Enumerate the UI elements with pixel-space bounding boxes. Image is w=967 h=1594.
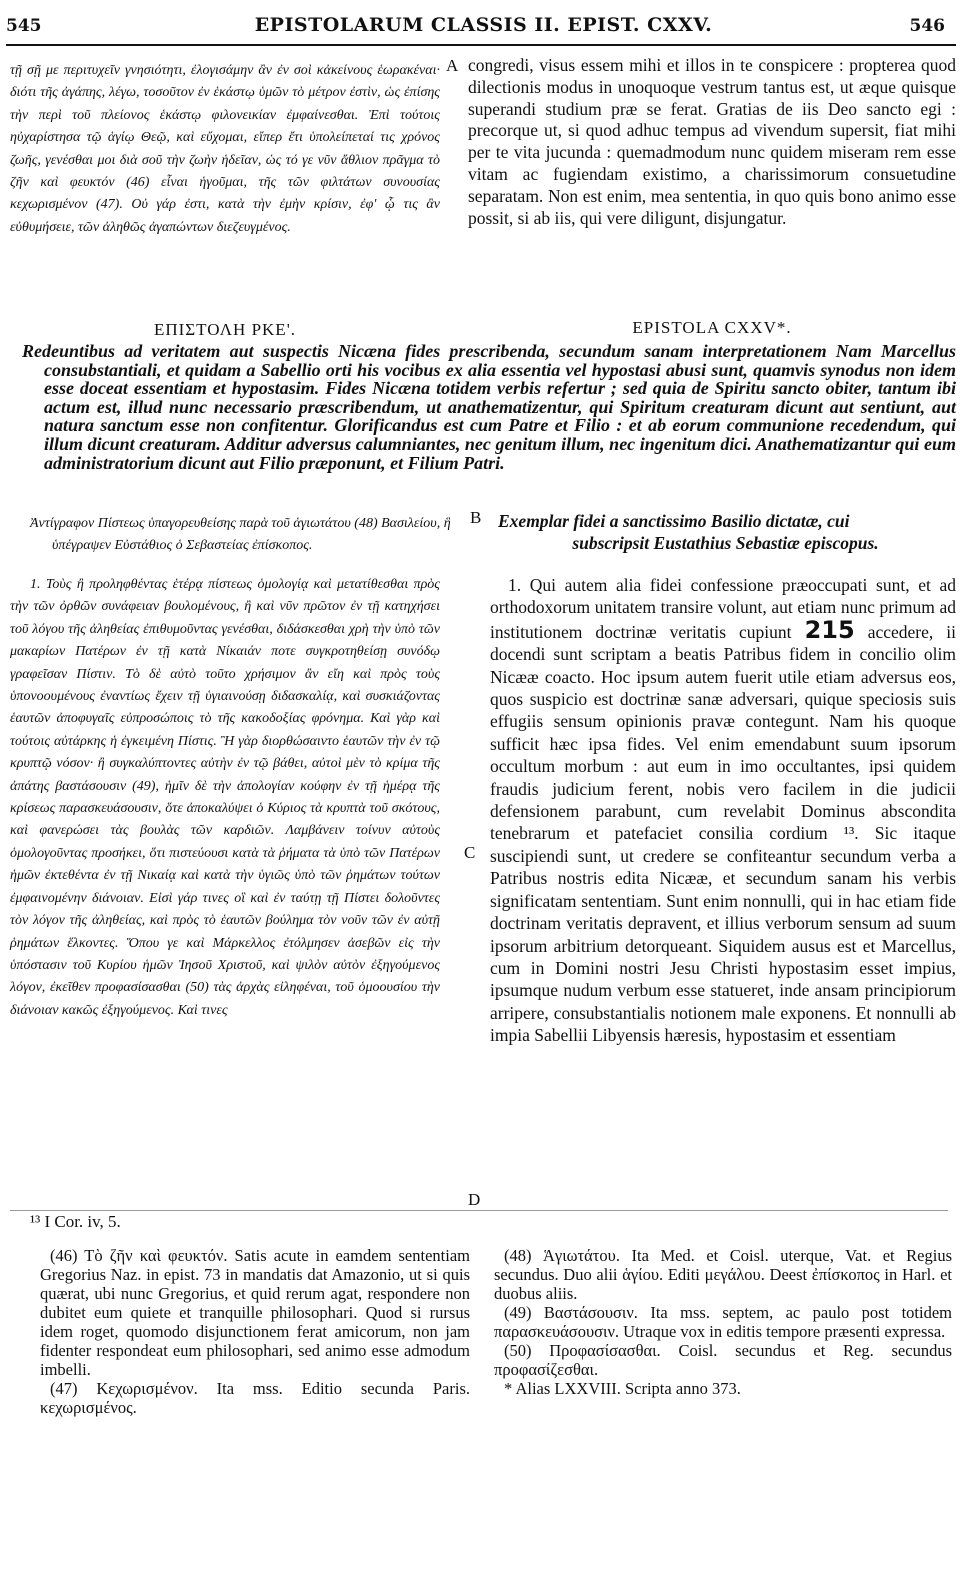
running-header: [0, 14, 967, 42]
margin-letter-b: B: [470, 508, 482, 527]
page-number-left: 545: [6, 16, 42, 36]
note-lemma: (47) Κεχωρισμένον.: [50, 1379, 198, 1398]
header-rule: [6, 44, 956, 46]
latin-body: [490, 574, 956, 1047]
latin-continuation: congredi, visus essem mihi et illos in te conspicere : propterea quod dilectionis modus in unoquoque vestrum tantus est, ut æque quisque superandi studium præ se ferat. Gratias de iis Deo sancto egi : precorque ut, si quod adhuc tempus ad vivendum supersit, fiat mihi per te vita jucunda : quemadmodum nunc quidem miseram rem esse vitam ac fugiendam existimo, a charissimorum consuetudine separatam. Non est enim, mea sententia, in quo quis bono animo esse possit, si ab iis, qui vere diligunt, disjungatur.: [468, 55, 956, 228]
margin-letter-c: C: [464, 843, 476, 862]
note-lemma: (48) Ἁγιωτάτου.: [504, 1246, 620, 1265]
scripture-footnote: ¹³ I Cor. iv, 5.: [30, 1212, 121, 1231]
notes-right: [494, 1246, 952, 1398]
note-50: [494, 1341, 952, 1379]
latin-subtitle-line-1: Exemplar fidei a sanctissimo Basilio dictatæ, cui: [498, 511, 850, 531]
running-title: EPISTOLARUM CLASSIS II. EPIST. CXXV.: [254, 14, 713, 36]
greek-continuation: τῇ σῇ με περιτυχεῖν γνησιότητι, ἐλογισάμην ἂν ἐν σοὶ κἀκείνους ἑωρακέναι· διότι τῆς ἀγάπης, λέγω, τοσοῦτον ἐν ἑκάστῳ ὑμῶν τὸ μέτρον ἐστὶν, ὡς ἐπίσης τὴν περὶ τοῦ πλείονος ἑκάστῳ φιλονεικίαν ἐμφαίνεσθαι. Ἐπὶ τούτοις ηὐχαρίστησα τῷ ἁγίῳ Θεῷ, καὶ εὔχομαι, εἴπερ ἔτι ὑπολείπεταί τις χρόνος ζωῆς, γενέσθαι μοι διὰ σοῦ τὴν ζωὴν ἡδεῖαν, ὡς τό γε νῦν ἄθλιον πρᾶγμα τὸ ζῆν καὶ φευκτόν (46) εἶναι ἡγοῦμαι, τῆς τῶν φιλτάτων συνουσίας κεχωρισμένον (47). Οὐ γάρ ἐστι, κατὰ τὴν ἐμὴν κρίσιν, ἐφ' ᾧ τις ἂν εὐθυμήσειε, τῶν ἀληθῶς ἀγαπώντων διεζευγμένος.: [10, 63, 440, 235]
note-text: Ita mss. Editio secunda Paris. κεχωρισμένος.: [40, 1379, 471, 1417]
note-text: * Alias LXXVIII. Scripta anno 373.: [504, 1379, 741, 1398]
note-47: [40, 1379, 470, 1417]
note-lemma: (46) Τὸ ζῆν καὶ φευκτόν.: [50, 1246, 228, 1265]
note-text: Satis acute in eamdem sententiam Gregorius Naz. in epist. 73 in mandatis dat Amazonio, ut si quis quærat, ubi nunc Gregorius, et quid rerum agat, respondere non dubitet eum quiete et tranquille philosophari. Quod si rursus idem roget, quomodo disjunctionem ferat amicorum, non jam fidenter respondeat eum philosophari, sed animo esse admodum imbelli.: [40, 1246, 470, 1379]
greek-body: 1. Τοὺς ἢ προληφθέντας ἑτέρᾳ πίστεως ὁμολογίᾳ καὶ μετατίθεσθαι πρὸς τὴν τῶν ὀρθῶν συνάφειαν βουλομένους, ἢ καὶ νῦν πρῶτον ἐν τῇ κατηχήσει τοῦ λόγου τῆς ἀληθείας ἐπιθυμοῦντας γενέσθαι, διδάσκεσθαι χρὴ τὴν ὑπὸ τῶν μακαρίων Πατέρων ἐν τῇ κατὰ Νίκαιάν ποτε συγκροτηθείσῃ συνόδῳ γραφεῖσαν Πίστιν. Τὸ δὲ αὐτὸ τοῦτο χρήσιμον ἂν εἴη καὶ πρὸς τοὺς ὑπονοουμένους ἐναντίως ἔχειν τῇ ὑγιαινούσῃ διδασκαλίᾳ, καὶ συσκιάζοντας ἑαυτῶν ἀποφυγαῖς εὐπροσώποις τὸ τῆς κακοδοξίας φρόνημα. Καὶ γὰρ καὶ τούτοις αὐτάρκης ἡ ἐγκειμένη Πίστις. Ἢ γὰρ διορθώσαιντο ἑαυτῶν τὴν ἐν τῷ κρυπτῷ νόσον· ἢ συγκαλύπτοντες αὐτὴν ἐν τῷ βάθει, αὐτοὶ μὲν τὸ κρίμα τῆς ἀπάτης βαστάσουσιν (49), ἡμῖν δὲ τὴν ἀπολογίαν κούφην ἐν τῇ ἡμέρᾳ τῆς κρίσεως παρασκευάσουσιν, ὅτε ἀποκαλύψει ὁ Κύριος τὰ κρυπτὰ τοῦ σκότους, καὶ φανερώσει τὰς βουλὰς τῶν καρδιῶν. Λαμβάνειν τοίνυν αὐτοὺς ὁμολογοῦντας προσήκει, ὅτι πιστεύουσι κατὰ τὰ ῥήματα τὰ ὑπὸ τῶν Πατέρων ἡμῶν ἐκτεθέντα ἐν τῇ Νικαίᾳ καὶ κατὰ τὴν ὑγιῶς ὑπὸ τῶν ῥημάτων τούτων ἐμφαινομένην διάνοιαν. Εἰσὶ γάρ τινες οἳ καὶ ἐν ταύτῃ τῇ Πίστει δολοῦντες τὸν λόγον τῆς ἀληθείας, καὶ πρὸς τὸ ἑαυτῶν βούλημα τὸν νοῦν τῶν ἐν αὐτῇ ῥημάτων ἕλκοντες. Ὅπου γε καὶ Μάρκελλος ἐτόλμησεν ἀσεβῶν εἰς τὴν ὑπόστασιν τοῦ Κυρίου ἡμῶν Ἰησοῦ Χριστοῦ, καὶ ψιλὸν αὐτὸν ἐξηγούμενος λόγον, ἐκεῖθεν προφασίσασθαι (50) τὰς ἀρχὰς εἰληφέναι, τοῦ ὁμοουσίου τὴν διάνοιαν κακῶς ἐξηγούμενος. Καὶ τινες: [10, 577, 440, 1018]
note-text: Ita Med. et Coisl. uterque, Vat. et Regius secundus. Duo alii ἁγίου. Editi μεγάλου. Deest ἐπίσκοπος in Harl. et duobus aliis.: [494, 1246, 952, 1303]
note-49: [494, 1303, 952, 1341]
note-star: [494, 1379, 952, 1398]
epistle-summary: Redeuntibus ad veritatem aut suspectis Nicæna fides prescribenda, secundum sanam interpretationem Nam Marcellus consubstantiali, et quidam a Sabellio orti his vocibus ex alia essentia vel hypostasi abusi sunt, quamvis synodus non idem esse doceat essentiam et hypostasim. Fides Nicæna totidem verbis refertur ; sed quia de Spiritu sancto obiter, tantum ibi actum est, illud nunc necessario præscribendum, ut anathematizentur, qui Spiritum creaturam dicunt aut sentiunt, aut natura sanctum esse non confitentur. Glorificandus est cum Patre et Filio : et ab eorum communione recedendum, qui illum dicunt creaturam. Additur adversus calumniantes, nec genitum illum, nec ingenitum dici. Anathematizantur qui eum administratorium dicunt aut Filio præponunt, et Filium Patri.: [22, 341, 956, 473]
page-number-right: 546: [909, 16, 945, 36]
note-text: Coisl. secundus et Reg. secundus προφασίζεσθαι.: [494, 1341, 952, 1379]
column-number: 215: [804, 615, 855, 644]
note-text: Ita mss. septem, ac paulo post totidem παρασκευάσουσιν. Utraque vox in editis tempore præsenti expressa.: [494, 1303, 952, 1341]
margin-letter-a: A: [446, 56, 459, 75]
latin-subtitle: [498, 510, 953, 554]
latin-subtitle-line-2: subscripsit Eustathius Sebastiæ episcopus.: [572, 533, 879, 553]
note-46: [40, 1246, 470, 1379]
note-lemma: (49) Βαστάσουσιν.: [504, 1303, 638, 1322]
notes-left: [40, 1246, 470, 1417]
footnote-rule: [10, 1210, 948, 1211]
note-lemma: (50) Προφασίσασθαι.: [504, 1341, 661, 1360]
note-48: [494, 1246, 952, 1303]
greek-subtitle: Ἀντίγραφον Πίστεως ὑπαγορευθείσης παρὰ τοῦ ἁγιωτάτου (48) Βασιλείου, ἣ ὑπέγραψεν Εὐστάθιος ὁ Σεβαστείας ἐπίσκοπος.: [30, 516, 451, 553]
latin-body-part-2: accedere, ii docendi sunt scriptam a beatis Patribus fidem in concilio olim Nicææ coacto. Hoc ipsum autem fuerit utile etiam adversus eos, quos suspicio est doctrinæ sanæ adversari, quique speciosis suis effugiis sensum opinionis pravæ contegunt. Nam his quoque sufficit hæc ipsa fides. Vel enim emendabunt suum ipsorum occultum morbum : aut eum in imo occultantes, ipsi quidem fraudis judicium ferent, nobis vero facilem in die judicii defensionem parabunt, cum revelabit Dominus abscondita tenebrarum et patefaciet consilia cordium ¹³. Sic itaque suscipiendi sunt, ut credere se confiteantur secundum verba a Patribus nostris edita Nicææ, et secundum sanam his verbis significatam sententiam. Sunt enim nonnulli, qui in hac etiam fide doctrinam veritatis depravent, et illius verborum sensum ad suum ipsorum arbitrium detorqueant. Siquidem ausus est et Marcellus, cum in Domini nostri Jesu Christi hypostasim esset impius, ipsumque nudum verbum esse statueret, inde ansam principiorum arripere, consubstantialis notionem male exponens. Et nonnulli ab impia Sabellii Libyensis hæresis, hypostasim et essentiam: [490, 621, 957, 1046]
latin-body-part-1: 1. Qui autem alia fidei confessione præoccupati sunt, et ad orthodoxorum unitatem transire volunt, aut etiam nunc primum ad institutionem doctrinæ veritatis cupiunt: [490, 575, 956, 642]
latin-epistle-title: EPISTOLA CXXV*.: [632, 318, 792, 337]
greek-epistle-title: ΕΠΙΣΤΟΛΗ ΡΚΕ'.: [153, 320, 297, 339]
margin-letter-d: D: [468, 1190, 481, 1209]
